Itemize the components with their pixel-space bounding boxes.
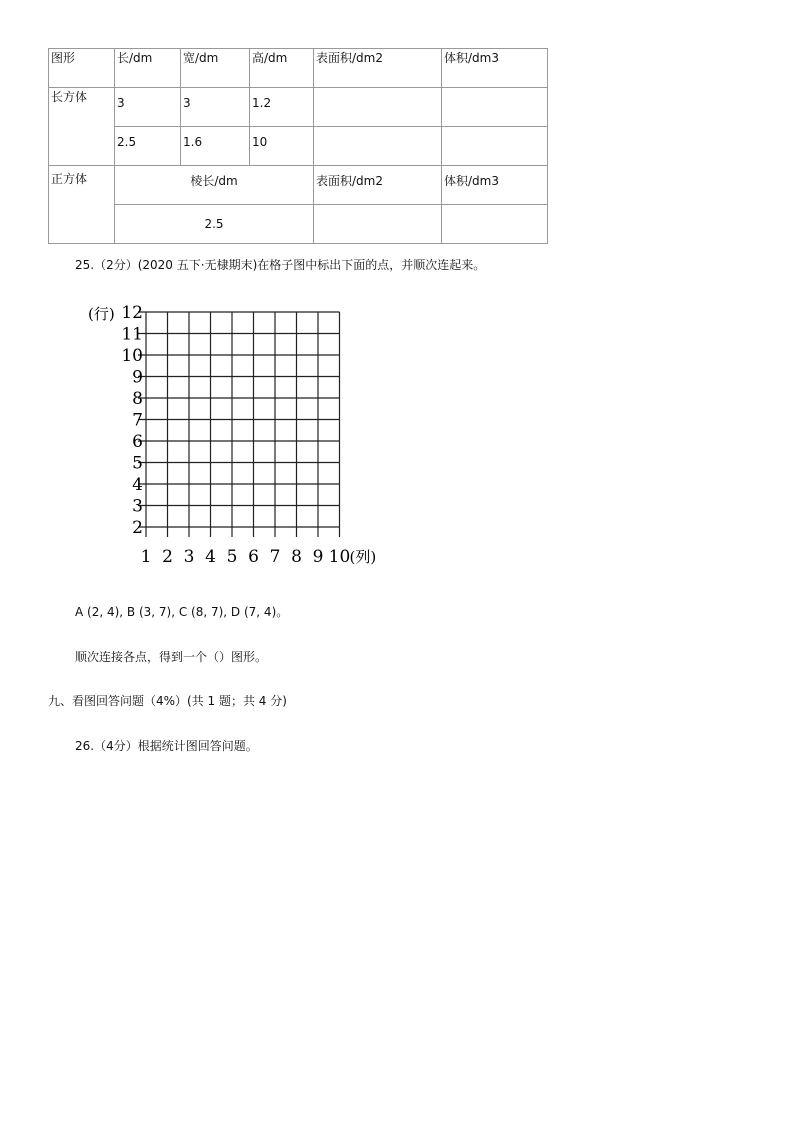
table-cell: 3 (115, 88, 181, 127)
question-25-title: 25.（2分）(2020 五下·无棣期末)在格子图中标出下面的点，并顺次连起来。 (75, 258, 486, 272)
points-text: A (2, 4), B (3, 7), C (8, 7), D (7, 4)。 (75, 605, 289, 619)
row-label-cuboid: 长方体 (49, 88, 115, 166)
table-cell: 2.5 (115, 127, 181, 166)
table-cell: 2.5 (115, 205, 314, 244)
header-width: 宽/dm (181, 49, 250, 88)
dimensions-table (48, 48, 548, 244)
col-labels (141, 547, 351, 567)
col-label: 5 (226, 547, 238, 567)
header-surface-area: 表面积/dm2 (314, 49, 442, 88)
col-label: 1 (140, 547, 152, 567)
grid-svg (80, 300, 400, 580)
col-label: 10 (328, 547, 351, 567)
row-label: 5 (132, 453, 143, 474)
row-label: 3 (132, 496, 143, 517)
row-label: 11 (121, 324, 143, 345)
table-cell: 1.6 (181, 127, 250, 166)
table-cell (442, 127, 548, 166)
table-cell (314, 205, 442, 244)
row-label: 12 (121, 303, 143, 323)
header-cube-surface-area: 表面积/dm2 (314, 166, 442, 205)
table-cell (314, 127, 442, 166)
question-26-title: 26.（4分）根据统计图回答问题。 (75, 739, 258, 753)
header-height: 高/dm (250, 49, 314, 88)
row-label: 10 (121, 346, 143, 366)
fill-in-text: 顺次连接各点，得到一个（）图形。 (75, 650, 268, 664)
col-label: 9 (312, 547, 324, 567)
col-label: 6 (248, 547, 259, 567)
row-label-cube: 正方体 (49, 166, 115, 244)
coordinate-grid (80, 300, 400, 584)
row-axis-label: (行) (88, 305, 115, 323)
col-label: 7 (269, 547, 281, 567)
table-cell (314, 88, 442, 127)
header-cube-volume: 体积/dm3 (442, 166, 548, 205)
table-cell: 1.2 (250, 88, 314, 127)
col-label: 2 (162, 547, 173, 567)
header-volume: 体积/dm3 (442, 49, 548, 88)
row-label: 6 (132, 432, 143, 452)
col-axis-label: (列) (349, 548, 377, 566)
table-cell: 3 (181, 88, 250, 127)
table-cell (442, 205, 548, 244)
row-label: 9 (132, 367, 143, 388)
row-labels (121, 303, 143, 538)
header-length: 长/dm (115, 49, 181, 88)
row-label: 2 (132, 518, 143, 538)
header-edge-length: 棱长/dm (115, 166, 314, 205)
col-label: 3 (183, 547, 195, 567)
grid-lines (138, 312, 340, 537)
col-label: 8 (291, 547, 302, 567)
table-cell: 10 (250, 127, 314, 166)
table-cell (442, 88, 548, 127)
section-9-title: 九、看图回答问题（4%）(共 1 题；共 4 分) (48, 694, 287, 708)
col-label: 4 (205, 547, 216, 567)
header-shape: 图形 (49, 49, 115, 88)
row-label: 7 (132, 410, 143, 431)
row-label: 8 (132, 389, 143, 409)
row-label: 4 (132, 475, 143, 495)
